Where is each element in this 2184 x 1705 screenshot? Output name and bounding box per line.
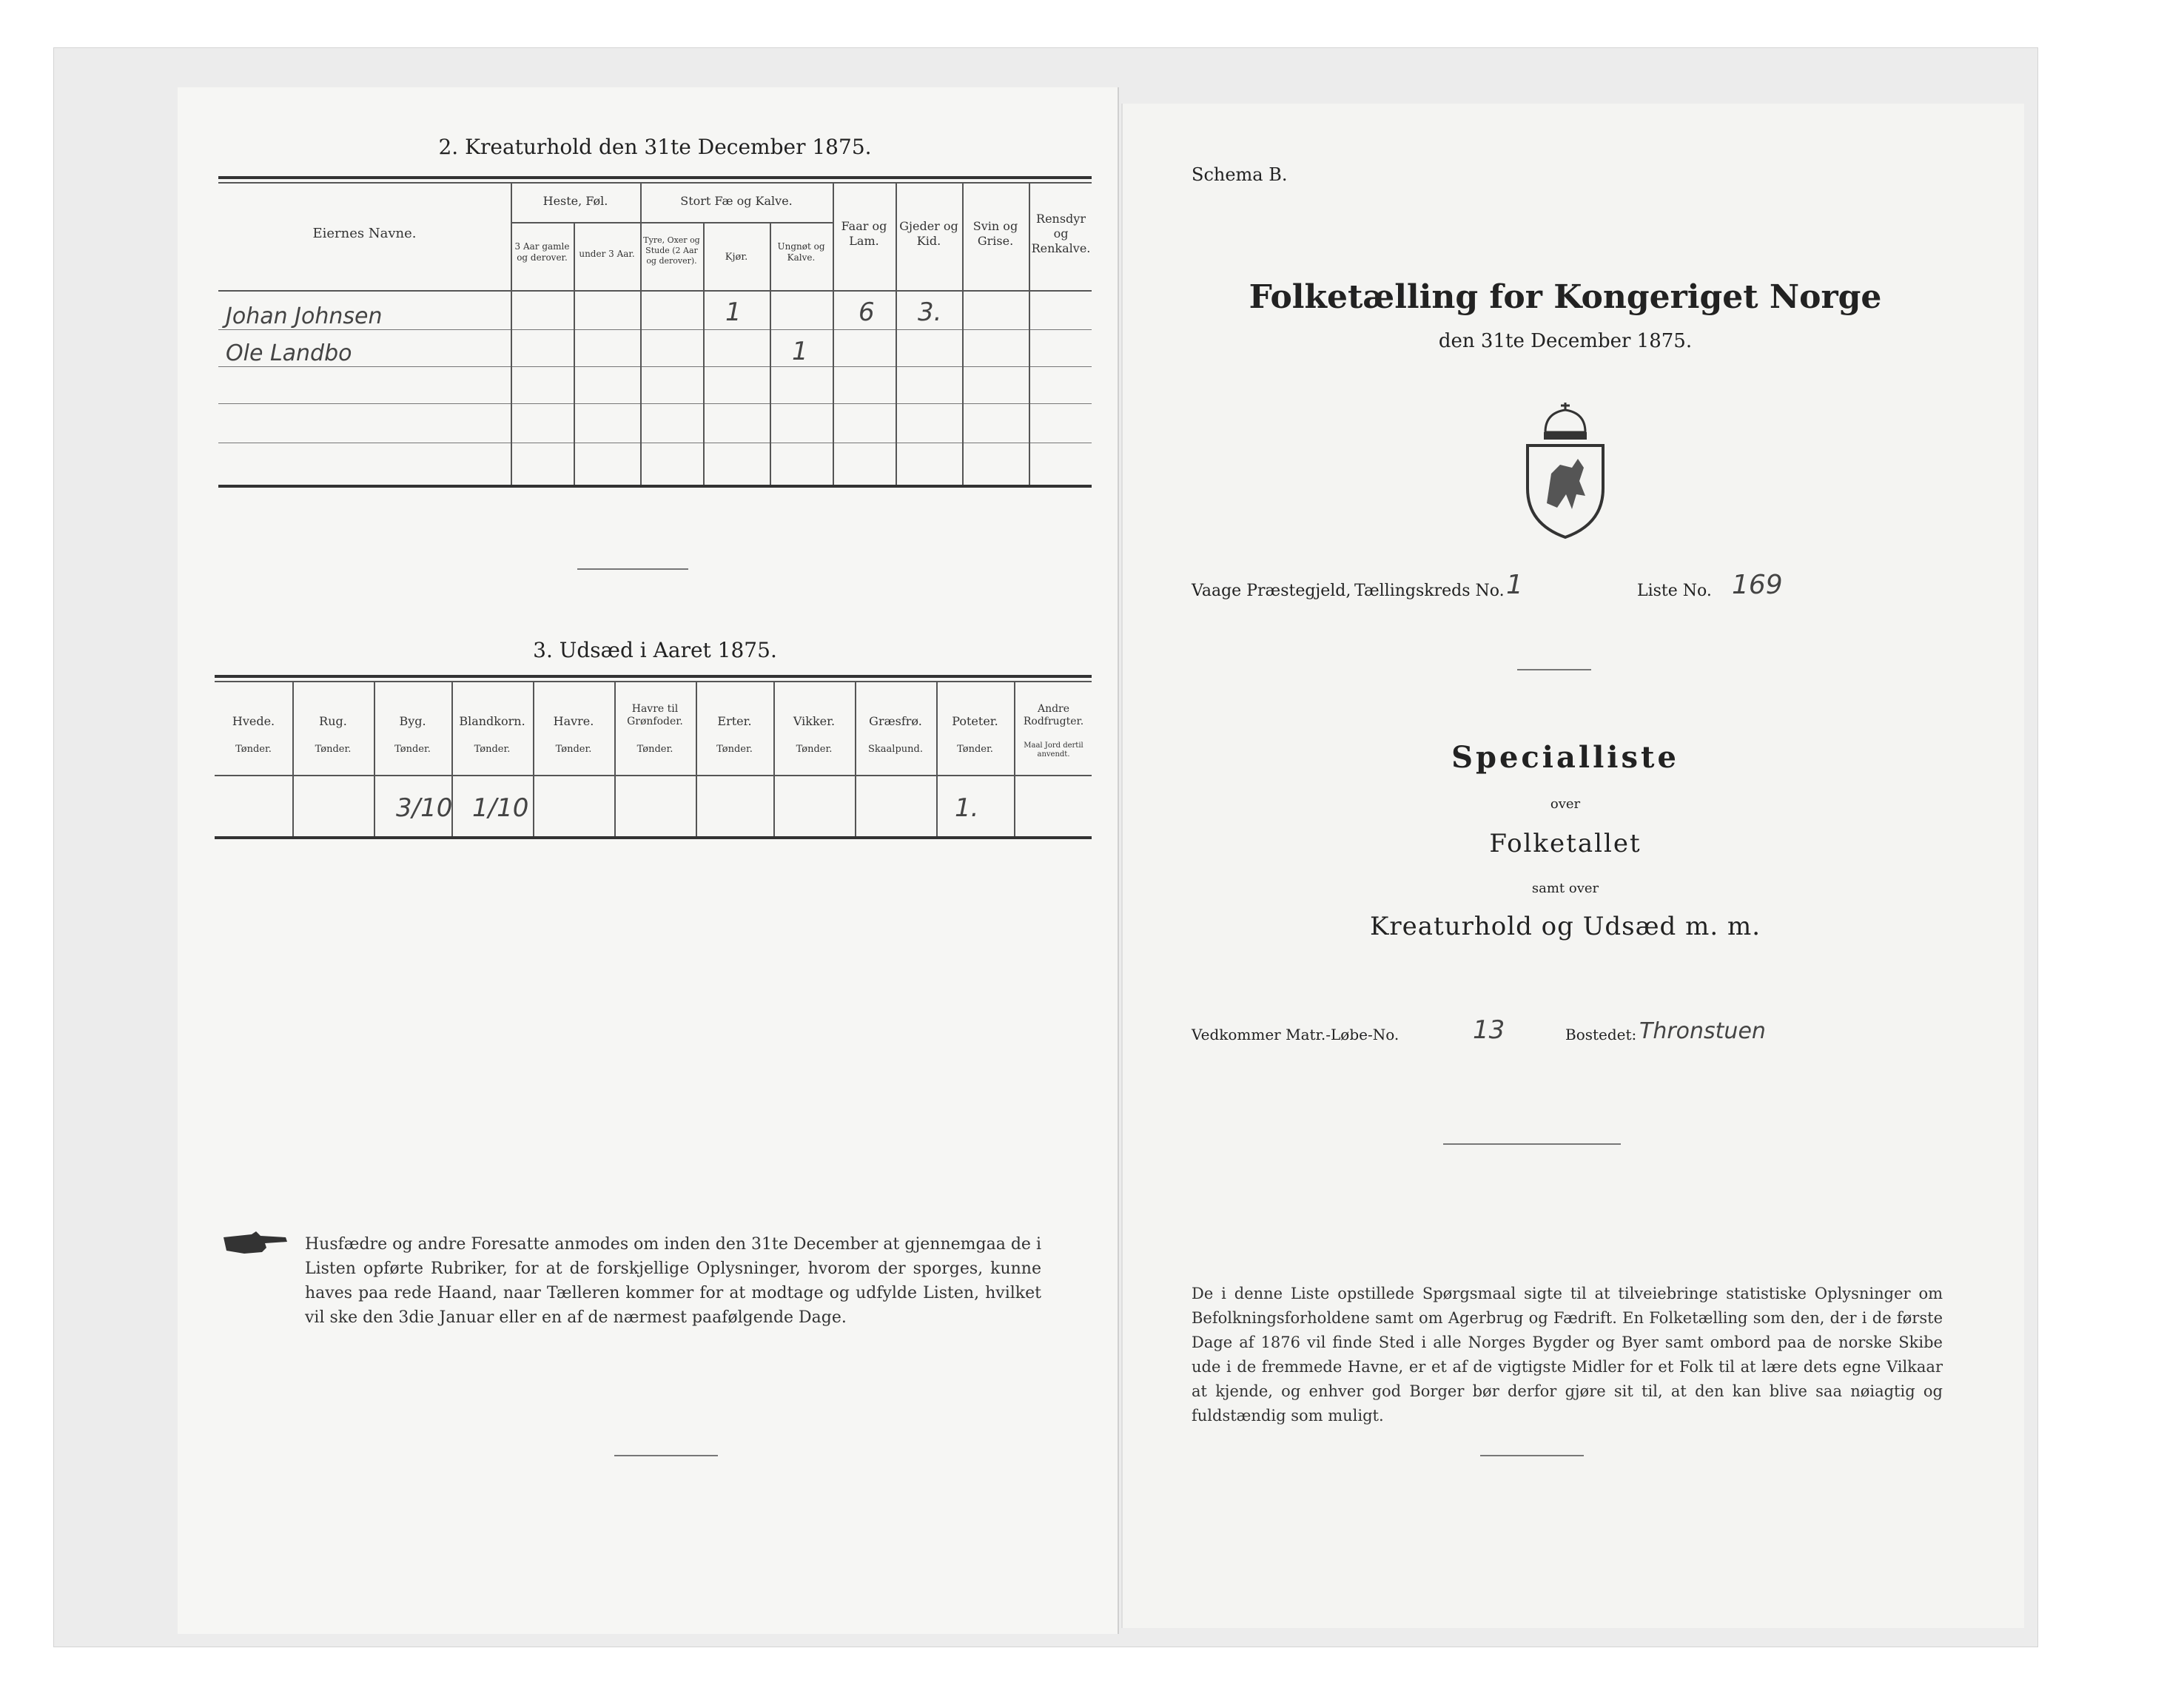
divider bbox=[1443, 1143, 1621, 1145]
divider bbox=[577, 568, 688, 570]
matr-value: 13 bbox=[1473, 1015, 1505, 1045]
hdr-blandkorn-unit: Tønder. bbox=[474, 744, 511, 755]
hdr-poteter: Poteter. bbox=[952, 714, 998, 728]
owner-name-1: Johan Johnsen bbox=[226, 303, 383, 329]
col-heste-3aar: 3 Aar gamle og derover. bbox=[514, 241, 570, 263]
liste-value: 169 bbox=[1732, 570, 1783, 600]
col-ungnot: Ungnøt og Kalve. bbox=[777, 241, 825, 263]
intro-text: De i denne Liste opstillede Spørgsmaal sigte til at tilveiebringe statistiske Oplysninger om Befolkningsforholdene samt om Agerbrug og Fædrift. En Folketælling som den, der i de første Dage af 1876 vil finde Sted i alle Norges Bygder og Byer samt ombord paa de norske Skibe ude i de fremmede Havne, er et af de vigtigste Midler for et Folk til at lære dets egne Vilkaar at kjende, og enhver god Borger bør derfor gjøre sit til, at den kan blive saa nøiagtig og fuldstændig som muligt. bbox=[1192, 1285, 1943, 1425]
owner-name-2: Ole Landbo bbox=[226, 340, 352, 366]
hdr-havre-gronfoder: Havre til Grønfoder. bbox=[627, 703, 683, 727]
divider bbox=[1517, 669, 1591, 670]
hdr-graesfro-unit: Skaalpund. bbox=[868, 744, 923, 755]
hdr-andre-unit: Maal Jord dertil anvendt. bbox=[1024, 741, 1083, 759]
section3-title: 3. Udsæd i Aaret 1875. bbox=[533, 638, 777, 662]
byg-value: 3/10 bbox=[396, 793, 453, 823]
hdr-havre: Havre. bbox=[553, 714, 594, 728]
folketallet-text: Folketallet bbox=[1489, 829, 1642, 858]
hdr-hvede: Hvede. bbox=[232, 714, 275, 728]
col-faar: Faar og Lam. bbox=[841, 219, 887, 248]
hdr-byg-unit: Tønder. bbox=[394, 744, 431, 755]
divider bbox=[1480, 1455, 1584, 1456]
col-tyre: Tyre, Oxer og Stude (2 Aar og derover). bbox=[643, 235, 700, 266]
hdr-havre-unit: Tønder. bbox=[555, 744, 592, 755]
notice-text: Husfædre og andre Foresatte anmodes om inden den 31te December at gjennemgaa de i Listen opførte Rubriker, for at de forskjellige Oplysninger, hvorom der sporges, kunne haves paa rede Haand, naar Tælleren kommer for at modtage og udfylde Listen, hvilket vil ske den 3die Januar eller en af de nærmest paafølgende Dage. bbox=[305, 1235, 1041, 1327]
schema-label: Schema B. bbox=[1192, 164, 1288, 185]
faar-value-1: 6 bbox=[859, 297, 875, 327]
col-heste-header: Heste, Føl. bbox=[542, 194, 608, 208]
specialliste-title: Specialliste bbox=[1451, 740, 1679, 775]
hdr-rug-unit: Tønder. bbox=[315, 744, 352, 755]
hdr-havre-gronfoder-unit: Tønder. bbox=[636, 744, 673, 755]
pointing-hand-icon bbox=[222, 1230, 289, 1257]
ungnot-value-2: 1 bbox=[792, 337, 808, 366]
hdr-hvede-unit: Tønder. bbox=[235, 744, 272, 755]
hdr-rug: Rug. bbox=[319, 714, 347, 728]
col-svin: Svin og Grise. bbox=[972, 219, 1018, 248]
census-date: den 31te December 1875. bbox=[1438, 330, 1693, 352]
over-text-1: over bbox=[1550, 796, 1581, 812]
divider bbox=[614, 1455, 718, 1456]
samt-over-text: samt over bbox=[1531, 881, 1599, 896]
col-rensdyr: Rensdyr og Renkalve. bbox=[1031, 212, 1091, 255]
bosted-value: Thronstuen bbox=[1639, 1018, 1766, 1044]
section2-title: 2. Kreaturhold den 31te December 1875. bbox=[438, 135, 872, 159]
hdr-poteter-unit: Tønder. bbox=[957, 744, 993, 755]
hdr-erter-unit: Tønder. bbox=[716, 744, 753, 755]
gjeder-value-1: 3. bbox=[918, 297, 942, 327]
main-title: Folketælling for Kongeriget Norge bbox=[1249, 278, 1882, 316]
prestegjeld-label: Vaage Præstegjeld, bbox=[1192, 582, 1351, 600]
blandkorn-value: 1/10 bbox=[472, 793, 529, 823]
kreaturhold-text: Kreaturhold og Udsæd m. m. bbox=[1369, 912, 1761, 941]
hdr-graesfro: Græsfrø. bbox=[869, 714, 922, 728]
liste-label: Liste No. bbox=[1637, 582, 1712, 600]
kreds-value: 1 bbox=[1506, 570, 1523, 600]
coat-of-arms-icon bbox=[1517, 400, 1613, 540]
col-kjor: Kjør. bbox=[725, 252, 748, 263]
matr-label: Vedkommer Matr.-Løbe-No. bbox=[1192, 1026, 1400, 1043]
kreds-label: Tællingskreds No. bbox=[1354, 582, 1505, 600]
hdr-byg: Byg. bbox=[399, 714, 426, 728]
hdr-vikker-unit: Tønder. bbox=[796, 744, 833, 755]
poteter-value: 1. bbox=[955, 793, 979, 823]
bosted-label: Bostedet: bbox=[1565, 1026, 1637, 1043]
col-owner-header: Eiernes Navne. bbox=[312, 226, 417, 241]
col-gjeder: Gjeder og Kid. bbox=[899, 219, 958, 248]
kjor-value-1: 1 bbox=[725, 297, 742, 327]
col-storfae-header: Stort Fæ og Kalve. bbox=[680, 194, 793, 208]
hdr-blandkorn: Blandkorn. bbox=[459, 714, 525, 728]
col-heste-under3: under 3 Aar. bbox=[579, 249, 635, 259]
hdr-andre: Andre Rodfrugter. bbox=[1023, 703, 1084, 727]
hdr-vikker: Vikker. bbox=[793, 714, 836, 728]
hdr-erter: Erter. bbox=[717, 714, 752, 728]
